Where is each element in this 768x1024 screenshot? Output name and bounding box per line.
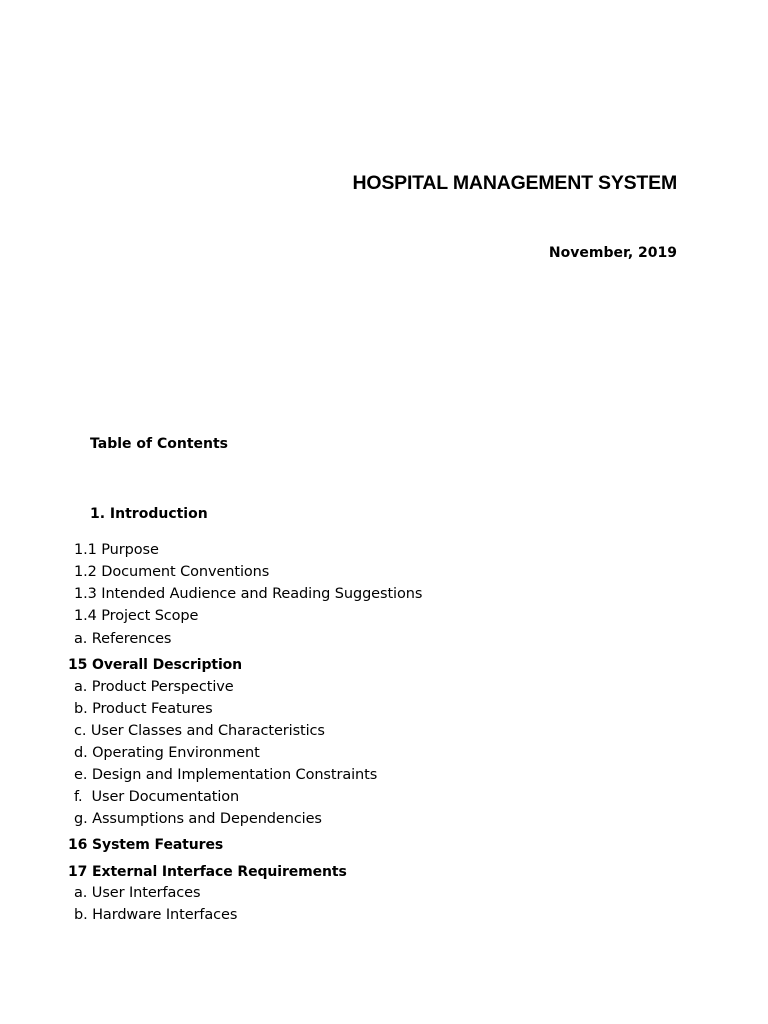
toc-entry: a. User Interfaces (74, 885, 201, 901)
toc-entry: b. Product Features (74, 701, 213, 717)
toc-entry: b. Hardware Interfaces (74, 907, 238, 923)
document-date: November, 2019 (548, 245, 677, 261)
toc-entry: a. References (74, 631, 172, 647)
toc-entry: 1.2 Document Conventions (74, 564, 270, 580)
document-title: HOSPITAL MANAGEMENT SYSTEM (352, 172, 677, 194)
toc-section-entry: 15 Overall Description (68, 657, 243, 673)
toc-entry: a. Product Perspective (74, 679, 234, 695)
toc-introduction-heading: 1. Introduction (90, 506, 208, 522)
toc-entry: 1.1 Purpose (74, 542, 159, 558)
toc-entry: d. Operating Environment (74, 745, 260, 761)
toc-section-entry: 16 System Features (68, 837, 224, 853)
toc-entry: 1.4 Project Scope (74, 608, 199, 624)
toc-entry: 1.3 Intended Audience and Reading Suggestions (74, 586, 423, 602)
toc-entry: e. Design and Implementation Constraints (74, 767, 378, 783)
toc-entry: g. Assumptions and Dependencies (74, 811, 322, 827)
toc-section-entry: 17 External Interface Requirements (68, 864, 347, 880)
toc-entry: c. User Classes and Characteristics (74, 723, 325, 739)
toc-entry: f. User Documentation (74, 789, 240, 805)
toc-heading: Table of Contents (90, 436, 229, 452)
